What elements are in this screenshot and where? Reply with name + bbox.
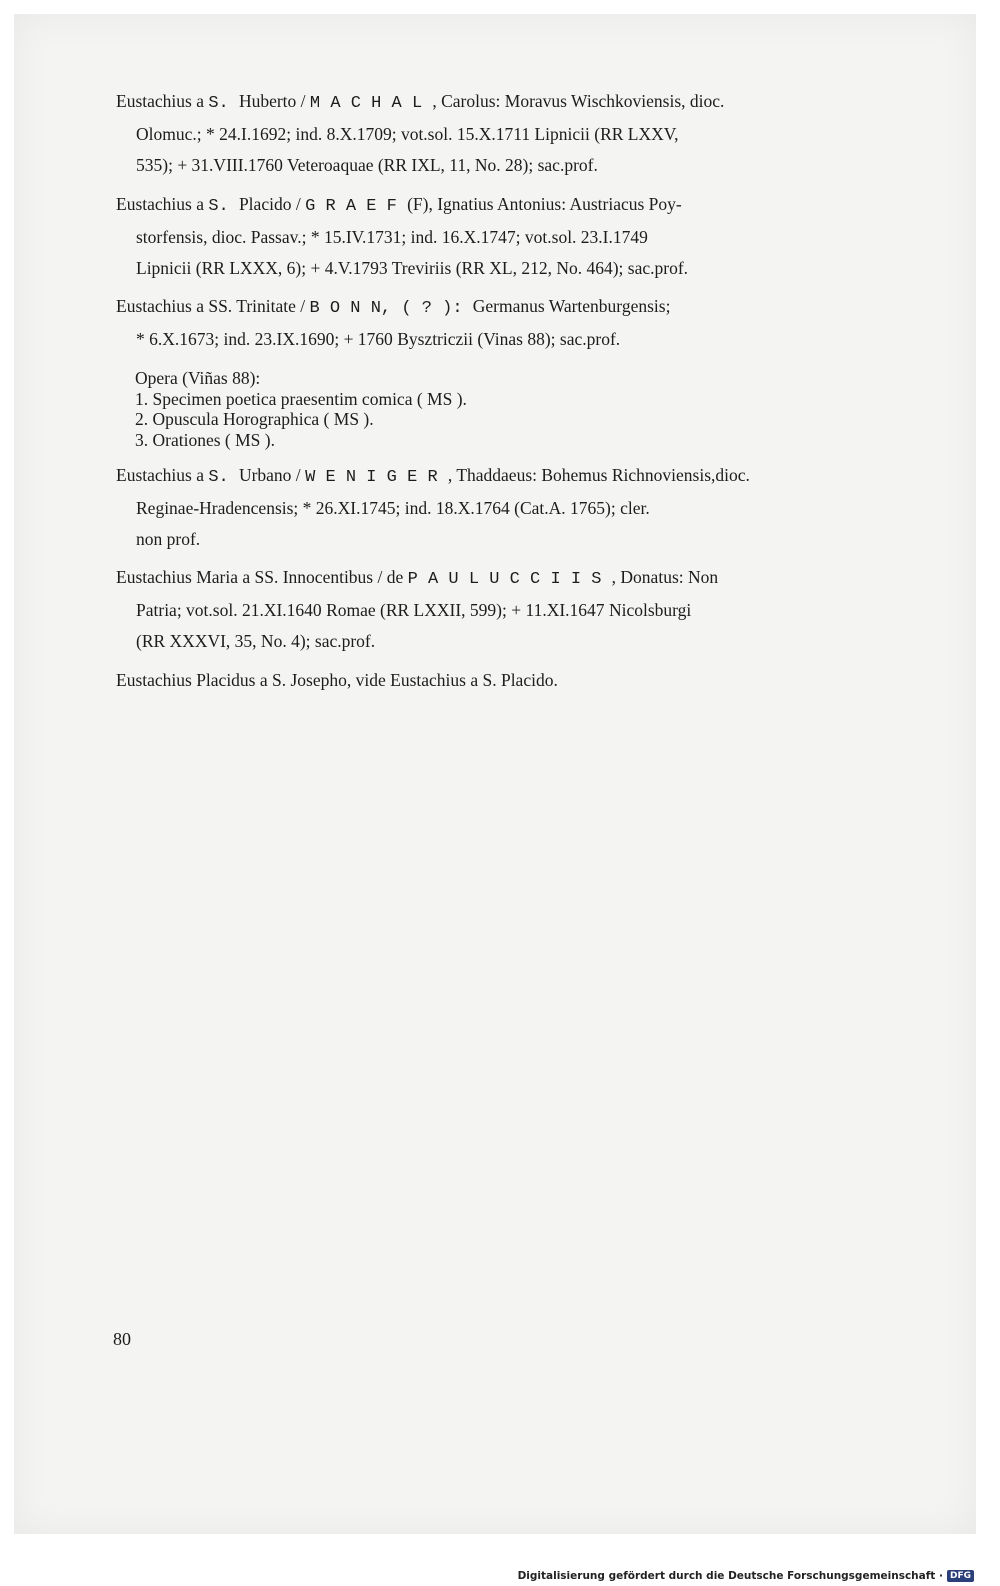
entry-line: 535); + 31.VIII.1760 Veteroaquae (RR IXL, 11, No. 28); sac.prof. bbox=[136, 155, 598, 175]
entry-placidus-cross-reference bbox=[116, 665, 936, 696]
surname: G R A E F bbox=[305, 197, 408, 216]
entry-line: Eustachius Placidus a S. Josepho, vide Eustachius a S. Placido. bbox=[116, 670, 558, 690]
entry-line: Eustachius a S. Huberto / M A C H A L , Carolus: Moravus Wischkoviensis, dioc. bbox=[116, 91, 725, 113]
footer-text: Digitalisierung gefördert durch die Deutsche Forschungsgemeinschaft · bbox=[517, 1570, 943, 1582]
entry-line: storfensis, dioc. Passav.; * 15.IV.1731; ind. 16.X.1747; vot.sol. 23.I.1749 bbox=[136, 227, 648, 247]
surname: W E N I G E R bbox=[305, 468, 448, 487]
opera-item: 3. Orationes ( MS ). bbox=[135, 429, 275, 450]
opera-heading: Opera (Viñas 88): bbox=[135, 368, 261, 388]
surname: M A C H A L bbox=[309, 94, 433, 113]
surname: P A U L U C C I I S bbox=[407, 570, 612, 589]
entry-paluccis bbox=[116, 562, 936, 657]
opera-list bbox=[135, 368, 467, 450]
footer-credit bbox=[518, 1570, 974, 1582]
entry-machal bbox=[116, 86, 936, 181]
entry-graef bbox=[116, 189, 936, 284]
entry-line: Eustachius a S. Placido / G R A E F (F), Ignatius Antonius: Austriacus Poy- bbox=[116, 194, 682, 216]
entry-line: Lipnicii (RR LXXX, 6); + 4.V.1793 Treviriis (RR XL, 212, No. 464); sac.prof. bbox=[136, 258, 689, 278]
entry-line: Eustachius a SS. Trinitate / B O N N, ( ? ): Germanus Wartenburgensis; bbox=[116, 296, 671, 318]
opera-item: 2. Opuscula Horographica ( MS ). bbox=[135, 409, 374, 429]
entry-line: Reginae-Hradencensis; * 26.XI.1745; ind. 18.X.1764 (Cat.A. 1765); cler. bbox=[136, 498, 650, 518]
entry-line: (RR XXXVI, 35, No. 4); sac.prof. bbox=[136, 631, 376, 651]
entry-bonn bbox=[116, 291, 936, 355]
entry-line: Eustachius a S. Urbano / W E N I G E R , Thaddaeus: Bohemus Richnoviensis,dioc. bbox=[116, 465, 750, 487]
entry-line: * 6.X.1673; ind. 23.IX.1690; + 1760 Bysztriczii (Vinas 88); sac.prof. bbox=[136, 329, 621, 349]
page-number: 80 bbox=[113, 1329, 131, 1349]
entry-line: Patria; vot.sol. 21.XI.1640 Romae (RR LXXII, 599); + 11.XI.1647 Nicolsburgi bbox=[136, 600, 692, 620]
entry-line: Olomuc.; * 24.I.1692; ind. 8.X.1709; vot.sol. 15.X.1711 Lipnicii (RR LXXV, bbox=[136, 124, 679, 144]
entry-line: Eustachius Maria a SS. Innocentibus / de P A U L U C C I I S , Donatus: Non bbox=[116, 567, 719, 589]
opera-item: 1. Specimen poetica praesentim comica ( MS ). bbox=[135, 388, 467, 409]
entry-weniger bbox=[116, 460, 936, 555]
surname: B O N N, ( ? ): bbox=[309, 299, 473, 318]
dfg-logo-icon: DFG bbox=[947, 1570, 974, 1582]
entry-line: non prof. bbox=[136, 529, 201, 549]
